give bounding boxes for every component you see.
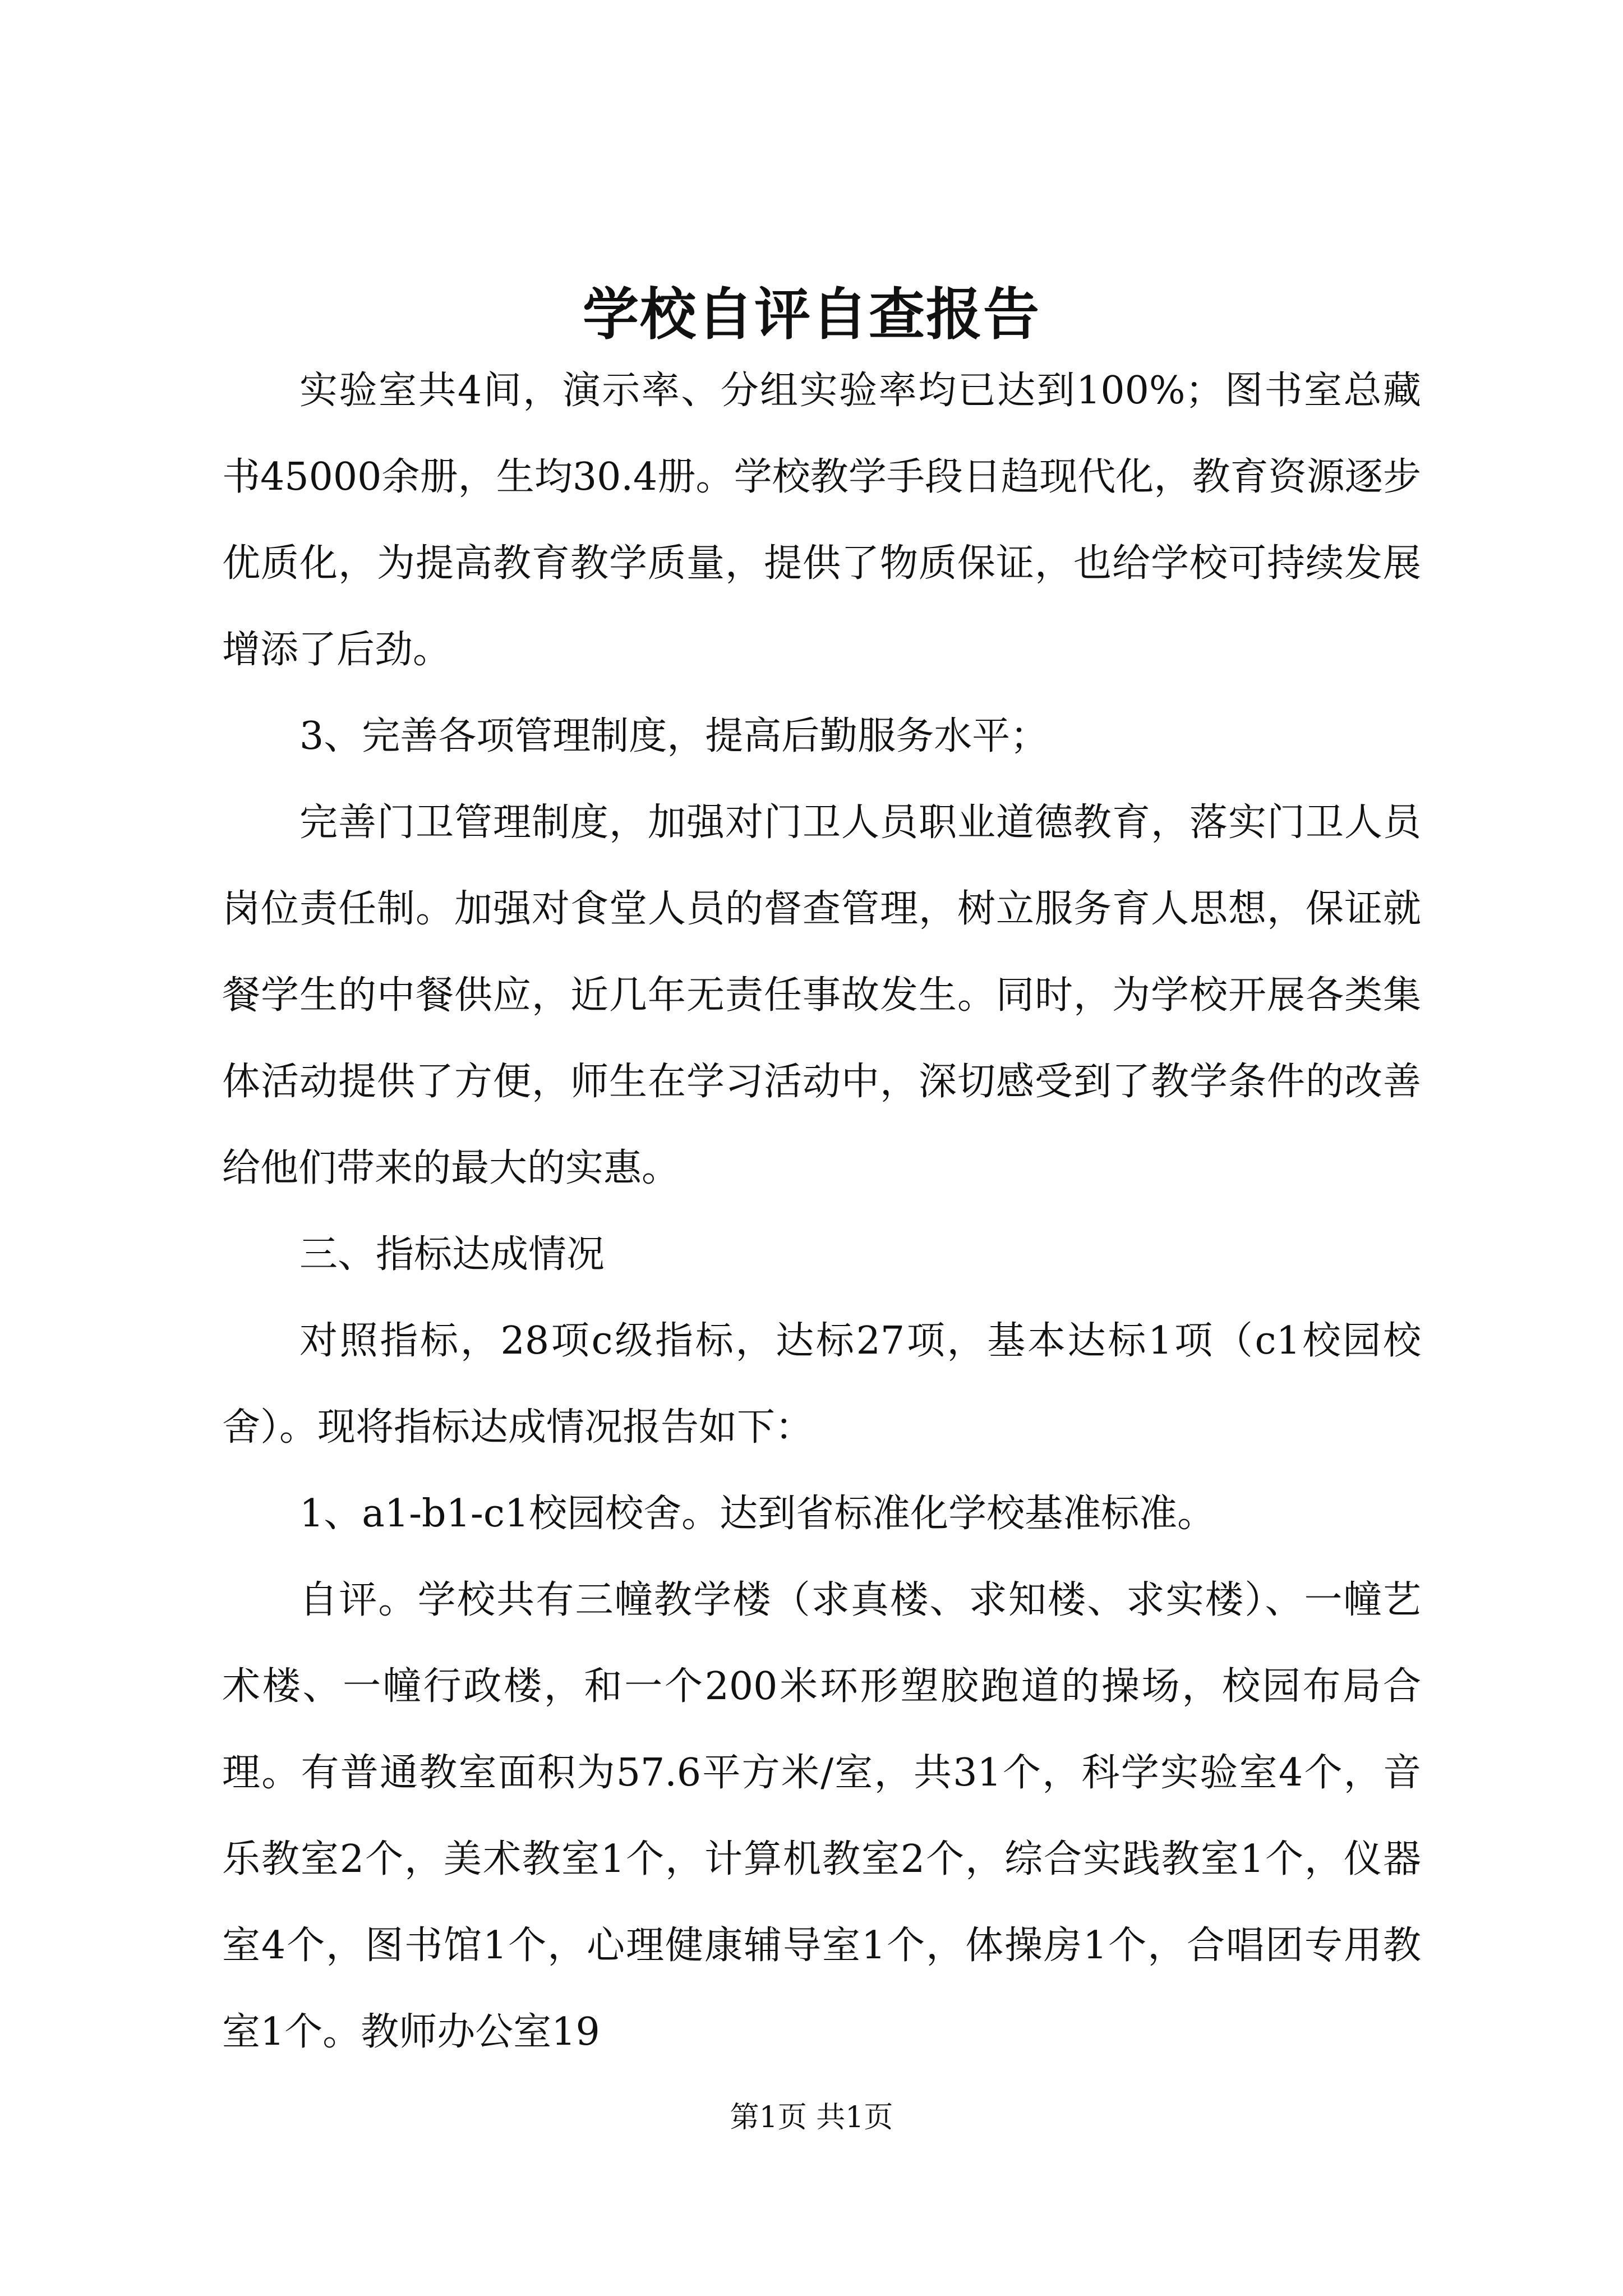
paragraph-self-evaluation: 自评。学校共有三幢教学楼（求真楼、求知楼、求实楼）、一幢艺术楼、一幢行政楼，和一个200米环形塑胶跑道的操场，校园布局合理。有普通教室面积为57.6平方米/室，共31个，科学实验室4个，音乐教室2个，美术教室1个，计算机教室2个，综合实践教室1个，仪器室4个，图书馆1个，心理健康辅导室1个，体操房1个，合唱团专用教室1个。教师办公室19 bbox=[222, 1578, 1421, 2054]
paragraph-item-1: 1、a1-b1-c1校园校舍。达到省标准化学校基准标准。 bbox=[299, 1492, 1216, 1536]
paragraph-section-three-heading: 三、指标达成情况 bbox=[299, 1232, 605, 1277]
paragraph-indicators-summary: 对照指标，28项c级指标，达标27项，基本达标1项（c1校园校舍）。现将指标达成情况报告如下： bbox=[222, 1319, 1421, 1450]
paragraph-management: 完善门卫管理制度，加强对门卫人员职业道德教育，落实门卫人员岗位责任制。加强对食堂人员的督查管理，树立服务育人思想，保证就餐学生的中餐供应，近几年无责任事故发生。同时，为学校开展各类集体活动提供了方便，师生在学习活动中，深切感受到了教学条件的改善给他们带来的最大的实惠。 bbox=[222, 800, 1421, 1190]
document-body bbox=[222, 348, 1421, 2076]
paragraph-lab-library: 实验室共4间，演示率、分组实验率均已达到100%；图书室总藏书45000余册，生均30.4册。学校教学手段日趋现代化，教育资源逐步优质化，为提高教育教学质量，提供了物质保证，也给学校可持续发展增添了后劲。 bbox=[222, 369, 1421, 672]
page-title: 学校自评自查报告 bbox=[583, 281, 1040, 347]
paragraph-section-3-heading: 3、完善各项管理制度，提高后勤服务水平； bbox=[299, 714, 1049, 758]
page-number-footer: 第1页 共1页 bbox=[730, 2101, 893, 2134]
